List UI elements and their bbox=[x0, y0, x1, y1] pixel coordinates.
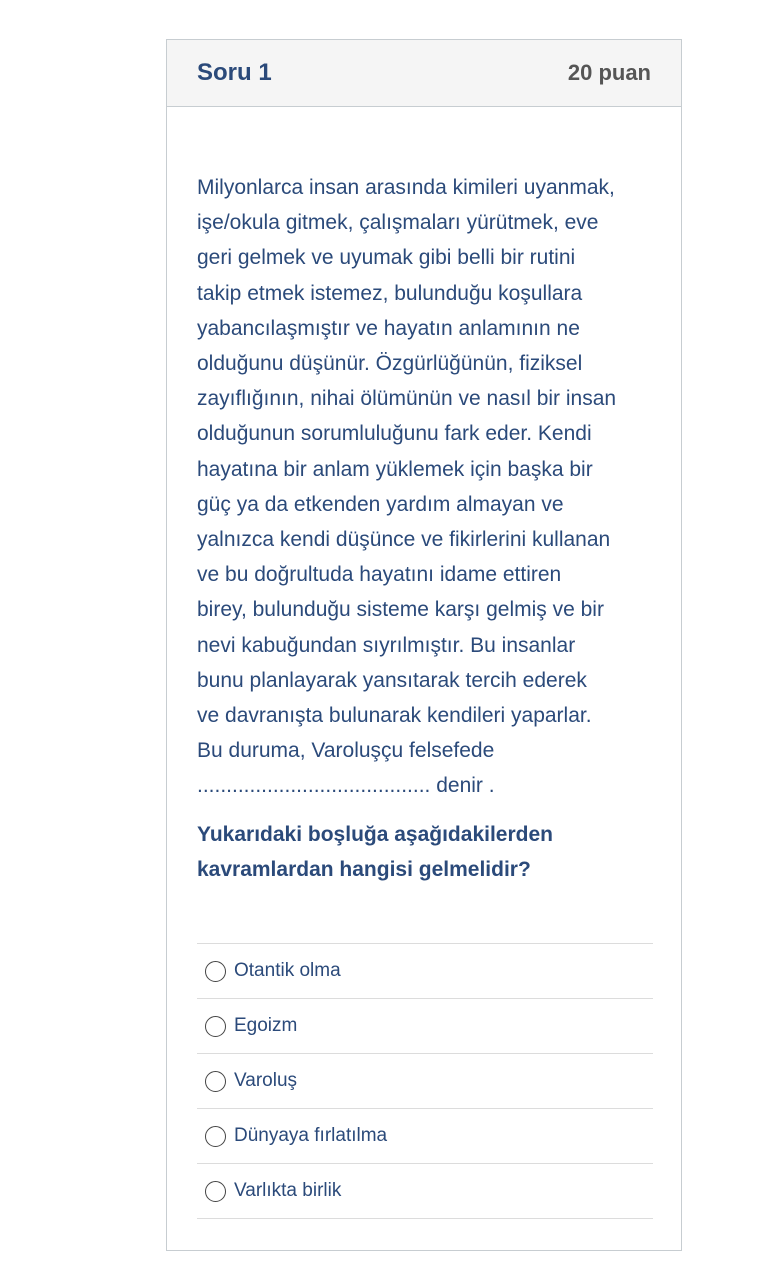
radio-button[interactable] bbox=[205, 961, 226, 982]
question-text: Milyonlarca insan arasında kimileri uyanmak, işe/okula gitmek, çalışmaları yürütmek, eve geri gelmek ve uyumak gibi belli bir rutini takip etmek istemez, bulunduğu koşullara yabancılaşmıştır ve hayatın anlamının ne olduğunu düşünür. Özgürlüğünün, fiziksel zayıflığının, nihai ölümünün ve nasıl bir insan olduğunun sorumluluğunu fark eder. Kendi hayatına bir anlam yüklemek için başka bir güç ya da etkenden yardım almayan ve yalnızca kendi düşünce ve fikirlerini kullanan ve bu doğrultuda hayatını idame ettiren birey, bulunduğu sisteme karşı gelmiş ve bir nevi kabuğundan sıyrılmıştır. Bu insanlar bunu planlayarak yansıtarak tercih ederek ve davranışta bulunarak kendileri yaparlar. Bu duruma, Varoluşçu felsefede ........................................ denir . bbox=[197, 176, 617, 798]
answer-list bbox=[197, 943, 653, 1219]
answer-label: Varoluş bbox=[234, 1070, 298, 1091]
answer-label: Otantik olma bbox=[234, 960, 341, 981]
answer-option-otantik-olma[interactable] bbox=[197, 944, 653, 999]
radio-button[interactable] bbox=[205, 1181, 226, 1202]
answer-label: Varlıkta birlik bbox=[234, 1180, 342, 1201]
question-card bbox=[166, 39, 682, 1251]
radio-button[interactable] bbox=[205, 1016, 226, 1037]
question-body bbox=[197, 170, 657, 804]
question-points: 20 puan bbox=[567, 60, 651, 85]
answer-option-dunyaya-firlatilma[interactable] bbox=[197, 1109, 653, 1164]
radio-button[interactable] bbox=[205, 1071, 226, 1092]
answer-option-varolus[interactable] bbox=[197, 1054, 653, 1109]
answer-label: Dünyaya fırlatılma bbox=[234, 1125, 388, 1146]
radio-button[interactable] bbox=[205, 1126, 226, 1147]
answer-option-varlikta-birlik[interactable] bbox=[197, 1164, 653, 1219]
answer-option-egoizm[interactable] bbox=[197, 999, 653, 1054]
question-title: Soru 1 bbox=[197, 59, 272, 86]
question-header bbox=[167, 40, 681, 107]
answer-label: Egoizm bbox=[234, 1015, 298, 1036]
question-prompt: Yukarıdaki boşluğa aşağıdakilerden kavramlardan hangisi gelmelidir? bbox=[197, 823, 553, 881]
